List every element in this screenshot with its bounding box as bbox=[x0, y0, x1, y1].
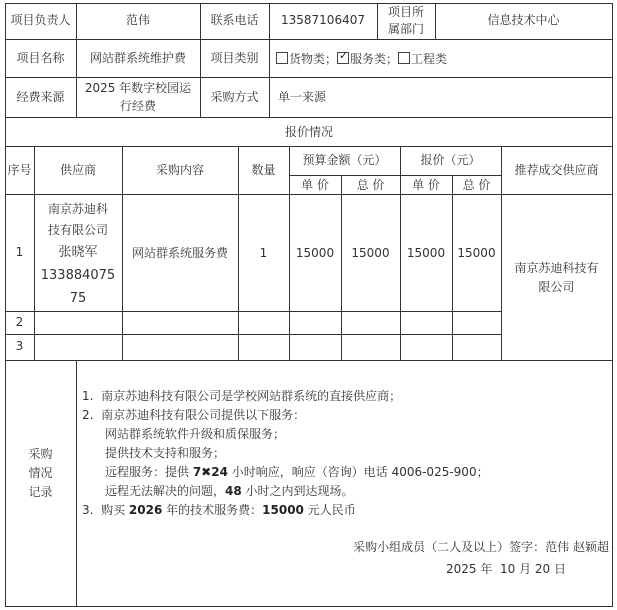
row1-budget-unit: 15000 bbox=[295, 246, 335, 260]
col-header-quote: 报价（元） bbox=[420, 153, 481, 167]
row2-no: 2 bbox=[15, 315, 24, 329]
row1-qty: 1 bbox=[259, 246, 268, 260]
row1-quote-unit: 15000 bbox=[406, 246, 446, 260]
category-option-service[interactable]: ✓ 服务类； bbox=[337, 52, 398, 66]
sub-header-budget-unit: 单 价 bbox=[301, 178, 329, 192]
record-item-1: 1. 南京苏迪科技有限公司是学校网站群系统的直接供应商； bbox=[82, 389, 402, 403]
dept-label-line1: 项目所 bbox=[387, 5, 424, 19]
quote-section-title: 报价情况 bbox=[284, 125, 333, 139]
funding-label: 经费来源 bbox=[16, 90, 65, 104]
sub-header-budget-total: 总 价 bbox=[356, 178, 385, 192]
phone-value: 13587106407 bbox=[281, 13, 365, 27]
sub-header-quote-total: 总 价 bbox=[462, 178, 491, 192]
procurement-form-page: 项目负责人 范伟 联系电话 13587106407 项目所 属部门 信息技术中心 项目名称 网站群系统维护费 项目类别 货物类；✓ 服务类； 工程类 经费来源 2025 年数字校园运 行经费 采购方式 单一来源 报价情况 序号 供应商 采购内容 数量 预算金额（元） 报价（元） 推荐成交供应商 单 价 总 价 单 价 总 价 1 南京苏迪科 技有限公司 张晓军 133884075 75 网站群系统服务费 1 15000 15000 15000 15000 南京苏迪科技有 限公司 2 3 采购 情况 记录 1. 南京苏迪科技有限公司是学校网站群系统的直接供应商； 2. 南京苏迪科技有限公司提供以下服务： 网站群系统软件升级和质保服务； 提供技术支持和服务； 远程服务：提供 7✖24 小时响应，响应（咨询）电话 4006-025-900； 远程无法解决的问题，48 小时之内到达现场。 3. 购买 2026 年的技术服务费：15000 元人民币 采购小组成员（二人及以上）签字：范伟 赵颖超 2025 年 10 月 20 日 bbox=[0, 0, 617, 610]
checkbox-icon bbox=[276, 52, 288, 64]
row1-budget-total: 15000 bbox=[351, 246, 390, 260]
checkbox-checked-icon bbox=[337, 52, 349, 64]
row1-quote-total: 15000 bbox=[457, 246, 496, 260]
dept-value: 信息技术中心 bbox=[487, 13, 560, 27]
project-name-label: 项目名称 bbox=[16, 51, 65, 65]
col-header-budget: 预算金额（元） bbox=[302, 153, 387, 167]
col-header-no: 序号 bbox=[7, 163, 32, 177]
col-header-supplier: 供应商 bbox=[59, 163, 96, 177]
record-subitem-4: 远程无法解决的问题，48 小时之内到达现场。 bbox=[105, 484, 354, 498]
row1-content: 网站群系统服务费 bbox=[131, 246, 228, 260]
leader-value: 范伟 bbox=[125, 13, 150, 27]
category-label: 项目类别 bbox=[210, 51, 259, 65]
category-options bbox=[276, 52, 447, 65]
leader-label: 项目负责人 bbox=[10, 13, 71, 27]
record-item-3: 3. 购买 2026 年的技术服务费：15000 元人民币 bbox=[82, 503, 356, 517]
record-subitem-3: 远程服务：提供 7✖24 小时响应，响应（咨询）电话 4006-025-900； bbox=[105, 465, 489, 479]
phone-label: 联系电话 bbox=[210, 13, 259, 27]
record-subitem-2: 提供技术支持和服务； bbox=[105, 446, 226, 460]
col-header-qty: 数量 bbox=[251, 163, 276, 177]
category-option-works[interactable]: 工程类 bbox=[398, 52, 447, 66]
col-header-content: 采购内容 bbox=[155, 163, 204, 177]
funding-value-line1: 2025 年数字校园运 bbox=[84, 81, 192, 95]
project-name-value: 网站群系统维护费 bbox=[89, 51, 186, 65]
sub-header-quote-unit: 单 价 bbox=[412, 178, 440, 192]
category-option-goods[interactable]: 货物类； bbox=[276, 52, 337, 66]
funding-value-line2: 行经费 bbox=[119, 99, 156, 113]
row3-no: 3 bbox=[15, 339, 24, 353]
row1-no: 1 bbox=[15, 245, 24, 259]
method-value: 单一来源 bbox=[278, 90, 327, 104]
record-subitem-1: 网站群系统软件升级和质保服务； bbox=[105, 427, 286, 441]
record-item-2: 2. 南京苏迪科技有限公司提供以下服务： bbox=[82, 408, 306, 422]
record-date: 2025 年 10 月 20 日 bbox=[446, 562, 567, 576]
col-header-recommend: 推荐成交供应商 bbox=[514, 163, 599, 177]
checkbox-icon bbox=[398, 52, 410, 64]
dept-label-line2: 属部门 bbox=[387, 22, 424, 36]
method-label: 采购方式 bbox=[210, 90, 259, 104]
signature-line: 采购小组成员（二人及以上）签字：范伟 赵颖超 bbox=[353, 540, 609, 554]
